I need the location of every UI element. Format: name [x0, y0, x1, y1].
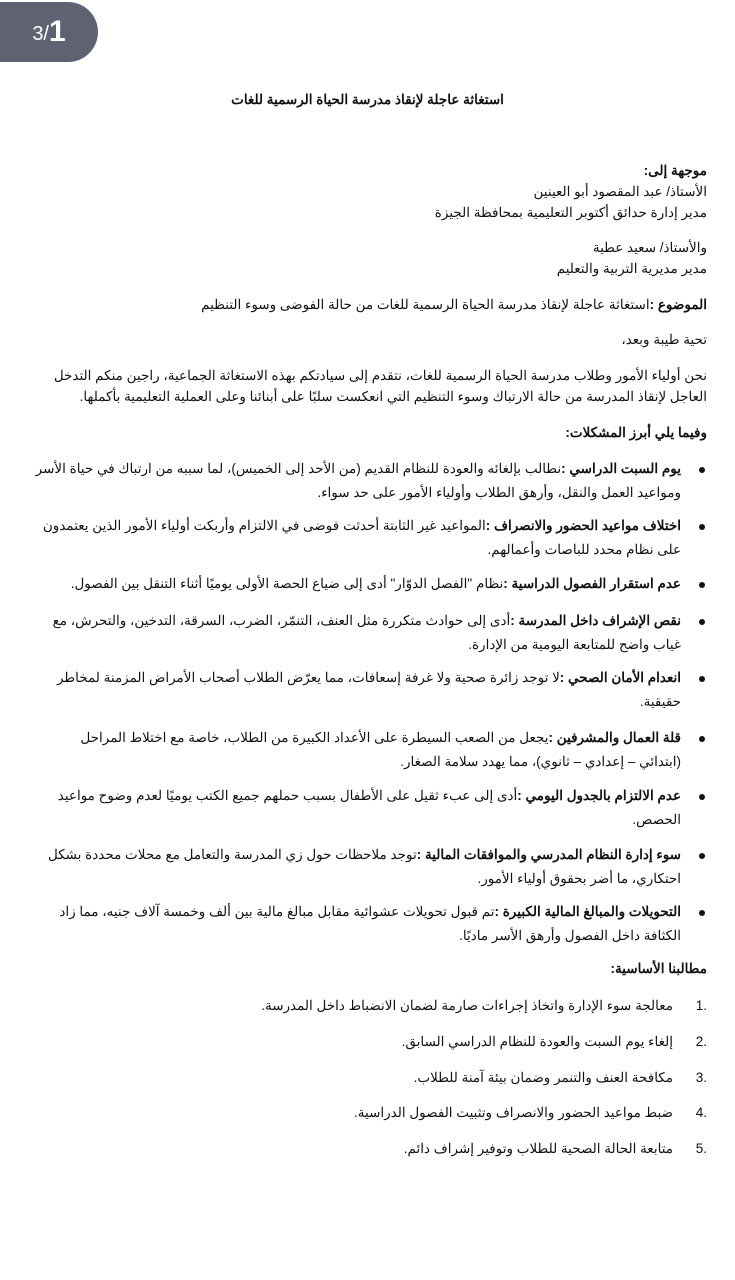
problem-item	[35, 666, 707, 714]
bullet-icon	[699, 619, 705, 625]
addressed-to-block	[435, 160, 707, 279]
subject-label: الموضوع :	[649, 297, 707, 312]
demand-text: معالجة سوء الإدارة واتخاذ إجراءات صارمة لضمان الانضباط داخل المدرسة.	[261, 998, 673, 1013]
problem-text: نظام "الفصل الدوّار" أدى إلى ضياع الحصة الأولى يوميًا أثناء التنقل بين الفصول.	[70, 576, 504, 591]
demand-item	[354, 1103, 707, 1123]
demand-text: ضبط مواعيد الحضور والانصراف وتثبيت الفصول الدراسية.	[354, 1105, 673, 1120]
problem-title: نقص الإشراف داخل المدرسة :	[510, 613, 681, 628]
bullet-icon	[699, 582, 705, 588]
problem-title: يوم السبت الدراسي :	[561, 461, 681, 476]
bullet-icon	[699, 736, 705, 742]
page-current: 1	[49, 15, 66, 48]
bullet-icon	[699, 524, 705, 530]
problem-text: يجعل من الصعب السيطرة على الأعداد الكبيرة من الطلاب، خاصة مع اختلاط المراحل (ابتدائي – إعدادي – ثانوي)، مما يهدد سلامة الصغار.	[80, 730, 681, 769]
recipient2-role: مدير مديرية التربية والتعليم	[556, 261, 707, 276]
demand-text: متابعة الحالة الصحية للطلاب وتوفير إشراف دائم.	[403, 1141, 673, 1156]
bullet-icon	[699, 794, 705, 800]
problem-item	[35, 514, 707, 562]
addressed-to-label: موجهة إلى:	[643, 163, 707, 178]
demand-item	[261, 996, 707, 1016]
demand-item	[402, 1032, 707, 1052]
problem-item	[35, 609, 707, 657]
demand-text: إلغاء يوم السبت والعودة للنظام الدراسي السابق.	[401, 1034, 673, 1049]
intro-paragraph: نحن أولياء الأمور وطلاب مدرسة الحياة الرسمية للغات، نتقدم إلى سيادتكم بهذه الاستغاثة الجماعية، راجين منكم التدخل العاجل لإنقاذ المدرسة من حالة الارتباك وسوء التنظيم التي انعكست سلبًا على أبنائنا وعلى العملية التعليمية بأكملها.	[53, 368, 707, 404]
demand-number: 3.	[695, 1070, 707, 1085]
problem-title: عدم استقرار الفصول الدراسية :	[503, 576, 681, 591]
demand-number: 5.	[695, 1141, 707, 1156]
demand-text: مكافحة العنف والتنمر وضمان بيئة آمنة للطلاب.	[413, 1070, 673, 1085]
problem-text: تم قبول تحويلات عشوائية مقابل مبالغ مالية بين ألف وخمسة آلاف جنيه، مما زاد الكثافة داخل الفصول وأرهق الأسر ماديًا.	[59, 904, 681, 943]
recipient1-role: مدير إدارة حدائق أكتوبر التعليمية بمحافظة الجيزة	[434, 205, 707, 220]
recipient1-name: الأستاذ/ عبد المقصود أبو العينين	[533, 184, 707, 199]
problem-text: أدى إلى عبء ثقيل على الأطفال بسبب حملهم جميع الكتب يوميًا لعدم وضوح مواعيد الحصص.	[57, 788, 681, 827]
demands-heading: مطالبنا الأساسية:	[610, 961, 707, 976]
problem-text: توجد ملاحظات حول زي المدرسة والتعامل مع محلات محددة بشكل احتكاري، ما أضر بحقوق أولياء الأمور.	[47, 847, 681, 886]
bullet-icon	[699, 467, 705, 473]
problem-text: أدى إلى حوادث متكررة مثل العنف، التنمّر، الضرب، السرقة، التدخين، والتحرش، مع غياب واضح للمتابعة اليومية من الإدارة.	[52, 613, 681, 652]
demand-number: 2.	[695, 1034, 707, 1049]
problem-title: انعدام الأمان الصحي :	[559, 670, 681, 685]
document-title: استغاثة عاجلة لإنقاذ مدرسة الحياة الرسمية للغات	[231, 92, 504, 107]
problem-text: نطالب بإلغائه والعودة للنظام القديم (من الأحد إلى الخميس)، لما سببه من ارتباك في حياة الأسر ومواعيد العمل والنقل، وأرهق الطلاب وأولياء الأمور على حد سواء.	[35, 461, 681, 500]
problem-item	[35, 784, 707, 832]
bullet-icon	[699, 676, 705, 682]
problem-title: التحويلات والمبالغ المالية الكبيرة :	[494, 904, 681, 919]
page-total: 3/	[32, 22, 49, 45]
greeting: تحية طيبة وبعد،	[621, 332, 707, 347]
problem-title: سوء إدارة النظام المدرسي والموافقات المالية :	[416, 847, 681, 862]
bullet-icon	[699, 910, 705, 916]
problem-item	[35, 457, 707, 505]
problem-title: قلة العمال والمشرفين :	[548, 730, 681, 745]
problem-item	[35, 572, 707, 596]
problem-text: لا توجد زائرة صحية ولا غرفة إسعافات، مما يعرّض الطلاب أصحاب الأمراض المزمنة لمخاطر حقيقية.	[56, 670, 681, 709]
demand-item	[414, 1068, 707, 1088]
demand-number: 1.	[695, 998, 707, 1013]
recipient2-name: والأستاذ/ سعيد عطية	[592, 240, 707, 255]
subject-line	[201, 294, 707, 315]
problem-item	[35, 900, 707, 948]
problem-text: المواعيد غير الثابتة أحدثت فوضى في الالتزام وأربكت أولياء الأمور الذين يعتمدون على نظام محدد للباصات وأعمالهم.	[42, 518, 681, 557]
bullet-icon	[699, 853, 705, 859]
subject-text: استغاثة عاجلة لإنقاذ مدرسة الحياة الرسمية للغات من حالة الفوضى وسوء التنظيم	[201, 297, 650, 312]
problem-item	[35, 843, 707, 891]
page-indicator	[0, 2, 98, 62]
problem-title: اختلاف مواعيد الحضور والانصراف :	[485, 518, 681, 533]
problem-item	[35, 726, 707, 774]
demand-item	[404, 1139, 707, 1159]
problem-title: عدم الالتزام بالجدول اليومي :	[517, 788, 681, 803]
demand-number: 4.	[695, 1105, 707, 1120]
problems-heading: وفيما يلي أبرز المشكلات:	[565, 425, 707, 440]
